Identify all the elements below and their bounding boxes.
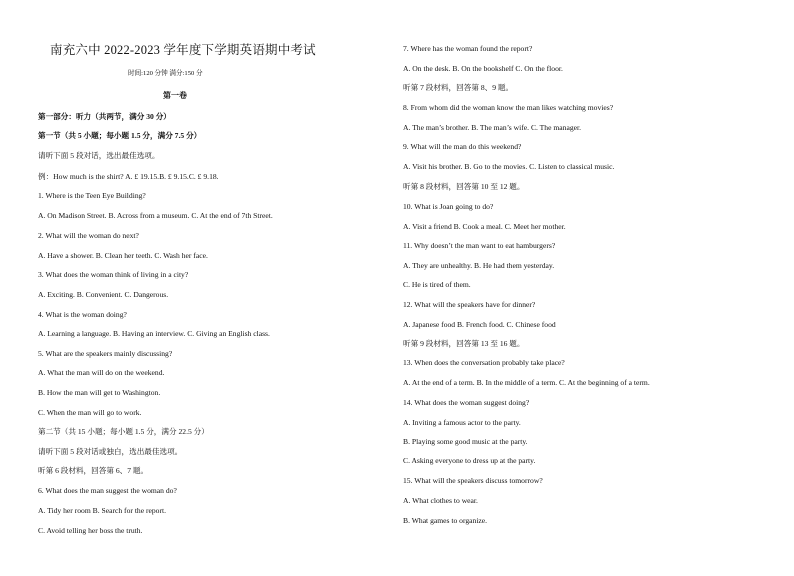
answer-options: C. He is tired of them. [403,280,471,289]
question-line: 15. What will the speakers discuss tomorrow? [403,476,543,485]
volume-heading: 第一卷 [163,91,187,100]
question-line: 5. What are the speakers mainly discussing? [38,349,173,358]
section-instruction: 请听下面 5 段对话，选出最佳选项。 [38,151,160,160]
answer-options: A. They are unhealthy. B. He had them yesterday. [403,261,555,270]
question-line: 8. From whom did the woman know the man likes watching movies? [403,103,614,112]
section-instruction: 听第 7 段材料，回答第 8、9 题。 [403,83,514,92]
question-line: 6. What does the man suggest the woman do? [38,486,177,495]
question-line: 13. When does the conversation probably take place? [403,358,565,367]
answer-options: C. Asking everyone to dress up at the party. [403,456,536,465]
answer-options: A. Tidy her room B. Search for the report. [38,506,167,515]
answer-options: A. Have a shower. B. Clean her teeth. C. Wash her face. [38,251,208,260]
answer-options: A. On Madison Street. B. Across from a museum. C. At the end of 7th Street. [38,211,273,220]
answer-options: A. Learning a language. B. Having an interview. C. Giving an English class. [38,329,270,338]
section-instruction: 第二节（共 15 小题；每小题 1.5 分，满分 22.5 分） [38,427,209,436]
section-instruction: 听第 8 段材料，回答第 10 至 12 题。 [403,182,525,191]
answer-options: A. What clothes to wear. [403,496,478,505]
answer-options: C. Avoid telling her boss the truth. [38,526,143,535]
answer-options: A. Visit his brother. B. Go to the movies. C. Listen to classical music. [403,162,615,171]
answer-options: A. At the end of a term. B. In the middle of a term. C. At the beginning of a term. [403,378,650,387]
exam-title: 南充六中 2022-2023 学年度下学期英语期中考试 [50,43,316,57]
question-line: 12. What will the speakers have for dinner? [403,300,536,309]
answer-options: B. What games to organize. [403,516,488,525]
question-line: 4. What is the woman doing? [38,310,127,319]
question-line: 3. What does the woman think of living in a city? [38,270,189,279]
exam-time-info: 时间:120 分钟 满分:150 分 [128,70,203,77]
answer-options: A. Exciting. B. Convenient. C. Dangerous. [38,290,169,299]
answer-options: B. How the man will get to Washington. [38,388,161,397]
question-line: 7. Where has the woman found the report? [403,44,533,53]
question-line: 14. What does the woman suggest doing? [403,398,530,407]
question-line: 11. Why doesn’t the man want to eat hamburgers? [403,241,556,250]
answer-options: A. Japanese food B. French food. C. Chinese food [403,320,556,329]
answer-options: A. What the man will do on the weekend. [38,368,165,377]
section-instruction: 听第 9 段材料，回答第 13 至 16 题。 [403,339,525,348]
question-line: 1. Where is the Teen Eye Building? [38,191,146,200]
section-instruction: 听第 6 段材料，回答第 6、7 题。 [38,466,149,475]
answer-options: C. When the man will go to work. [38,408,142,417]
question-line: 2. What will the woman do next? [38,231,139,240]
section-instruction: 第一部分：听力（共两节，满分 30 分） [38,112,171,121]
question-line: 9. What will the man do this weekend? [403,142,522,151]
section-instruction: 第一节（共 5 小题；每小题 1.5 分，满分 7.5 分） [38,131,202,140]
section-instruction: 请听下面 5 段对话或独白，选出最佳选项。 [38,447,183,456]
answer-options: A. Inviting a famous actor to the party. [403,418,521,427]
question-line: 10. What is Joan going to do? [403,202,494,211]
answer-options: A. Visit a friend B. Cook a meal. C. Meet her mother. [403,222,566,231]
question-line: 例：How much is the shirt? A. £ 19.15.B. £ 9.15.C. £ 9.18. [38,172,219,181]
answer-options: A. The man’s brother. B. The man’s wife. C. The manager. [403,123,581,132]
answer-options: B. Playing some good music at the party. [403,437,528,446]
answer-options: A. On the desk. B. On the bookshelf C. On the floor. [403,64,563,73]
